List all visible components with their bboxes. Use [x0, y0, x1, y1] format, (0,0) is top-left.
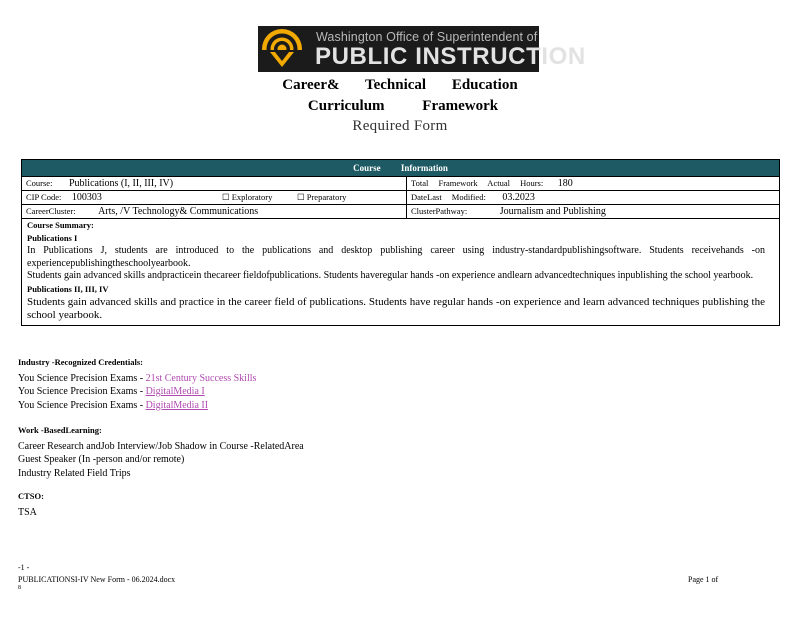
cluster-pathway-value: Journalism and Publishing: [499, 206, 606, 217]
ctso-heading: CTSO:: [18, 491, 44, 501]
total-hours-value: 180: [557, 178, 573, 189]
career-cluster-value: Arts, /V Technology& Communications: [98, 206, 259, 217]
footer-page-number: Page 1 of: [688, 575, 719, 584]
preparatory-checkbox[interactable]: ☐ Preparatory: [297, 192, 347, 202]
footer-filename: PUBLICATIONSI-IV New Form - 06.2024.docx: [18, 575, 176, 584]
cip-label: CIP Code:: [26, 192, 62, 202]
logo-org-name: PUBLIC INSTRUCTION: [315, 43, 586, 70]
cip-row: [22, 190, 779, 204]
course-label: Course:: [26, 178, 53, 188]
ospi-emblem-icon: [261, 28, 303, 70]
cluster-pathway-label: ClusterPathway:: [411, 206, 468, 216]
wbl-item: Career Research andJob Interview/Job Shadow in Course -RelatedArea: [18, 440, 304, 452]
document-title-line2: Curriculum Framework: [307, 98, 499, 114]
credential-prefix: You Science Precision Exams -: [18, 372, 146, 384]
credential-link-digital-media-2[interactable]: DigitalMedia II: [145, 399, 209, 411]
document-subtitle: Required Form: [352, 118, 448, 134]
publications-2-4-description: Students gain advanced skills and practice in the career field of publications. Students have regular hands -on experience and learn advanced techniques publishing the school yearbook.: [27, 295, 765, 321]
date-modified-value: 03.2023: [502, 192, 535, 203]
wbl-heading: Work -BasedLearning:: [18, 425, 102, 435]
credential-item: [18, 385, 256, 399]
cip-value: 100303: [71, 192, 102, 203]
ospi-logo: [258, 26, 586, 72]
wbl-item: Guest Speaker (In -person and/or remote): [18, 454, 185, 465]
credential-prefix: You Science Precision Exams -: [18, 386, 146, 397]
cluster-row: [22, 204, 779, 218]
course-summary-label: Course Summary:: [27, 220, 94, 230]
credential-item: [18, 372, 256, 386]
credential-item: [18, 399, 256, 413]
career-cluster-label: CareerCluster:: [26, 206, 76, 216]
wbl-item: Industry Related Field Trips: [18, 467, 131, 479]
credential-link-success-skills[interactable]: 21st Century Success Skills: [145, 372, 257, 384]
work-based-learning-section: [18, 424, 304, 480]
publications-2-4-label: Publications II, III, IV: [27, 283, 109, 294]
course-information-header: Course Information: [22, 160, 779, 176]
total-hours-label: Total Framework Actual Hours:: [411, 178, 544, 188]
credentials-section: [18, 356, 256, 412]
course-value: Publications (I, II, III, IV): [68, 178, 174, 189]
credentials-heading: Industry -Recognized Credentials:: [18, 357, 143, 367]
publications-1-description: In Publications J, students are introduced to the publications and desktop publishing career using industry-standardpublishingsoftware. Students receivehands -on experiencepublishingtheschoolyearbook.: [27, 245, 765, 269]
course-row: [22, 176, 779, 190]
exploratory-checkbox[interactable]: ☐ Exploratory: [222, 192, 273, 202]
footer-page-marker: -1 -: [18, 563, 30, 572]
document-title-line1: Career& Technical Education: [282, 77, 518, 93]
course-summary: [22, 218, 779, 325]
ctso-section: [18, 490, 44, 519]
ctso-value: TSA: [18, 506, 37, 518]
course-information-table: [21, 159, 780, 326]
date-modified-label: DateLast Modified:: [411, 192, 486, 202]
credential-link-digital-media-1[interactable]: DigitalMedia I: [145, 386, 205, 397]
publications-1-description-2: Students gain advanced skills andpracticein thecareer fieldofpublications. Students haveregular hands -on experience andlearn advancedtechniques inpublishing the school yearbook.: [27, 270, 754, 281]
logo-org-line: Washington Office of Superintendent of: [316, 30, 538, 44]
footer-filename-tail: 8: [18, 585, 21, 591]
publications-1-label: Publications I: [27, 233, 78, 243]
credential-prefix: You Science Precision Exams -: [18, 399, 146, 411]
